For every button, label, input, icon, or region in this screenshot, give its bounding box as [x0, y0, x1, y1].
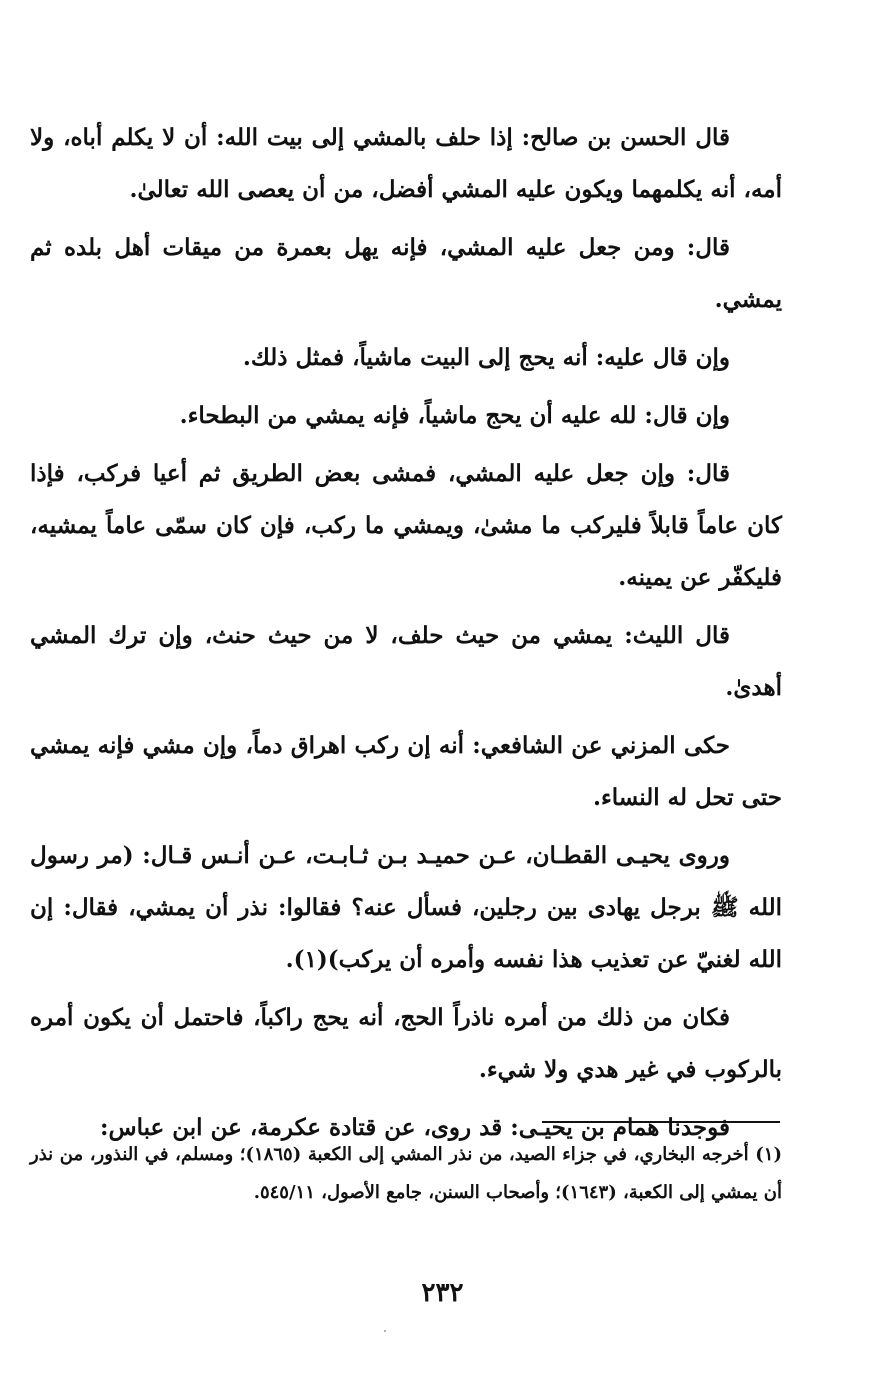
- scan-speck: [384, 1330, 386, 1332]
- paragraph-5: قال: وإن جعل عليه المشي، فمشى بعض الطريق ثم أعيا فركب، فإذا كان عاماً قابلاً فليركب ما مشىٰ، ويمشي ما ركب، فإن كان سمّى عاماً يمشيه، فليكفّر عن يمينه.: [30, 460, 782, 591]
- paragraph-7: حكى المزني عن الشافعي: أنه إن ركب اهراق دماً، وإن مشي فإنه يمشي حتى تحل له النساء.: [30, 732, 782, 811]
- footnote-separator: [542, 1121, 780, 1123]
- paragraph-3: وإن قال عليه: أنه يحج إلى البيت ماشياً، فمثل ذلك.: [242, 344, 730, 371]
- paragraph-1: قال الحسن بن صالح: إذا حلف بالمشي إلى بيت الله: أن لا يكلم أباه، ولا أمه، أنه يكلمهما ويكون عليه المشي أفضل، من أن يعصى الله تعالىٰ.: [30, 124, 782, 203]
- main-text: [30, 112, 782, 1160]
- paragraph-4: وإن قال: لله عليه أن يحج ماشياً، فإنه يمشي من البطحاء.: [179, 402, 730, 429]
- paragraph-8: وروى يحيـى القطـان، عـن حميـد بـن ثـابـت، عـن أنـس قـال: (مر رسول الله ﷺ برجل يهادى بين رجلين، فسأل عنه؟ فقالوا: نذر أن يمشي، فقال: إن الله لغنيّ عن تعذيب هذا نفسه وأمره أن يركب)(١).: [30, 842, 782, 973]
- footnotes: [30, 1136, 782, 1212]
- paragraph-6: قال الليث: يمشي من حيث حلف، لا من حيث حنث، وإن ترك المشي أهدىٰ.: [30, 622, 782, 701]
- paragraph-10: فوجدنا همام بن يحيـى: قد روى، عن قتادة عكرمة، عن ابن عباس:: [100, 1114, 730, 1141]
- paragraph-9: فكان من ذلك من أمره ناذراً الحج، أنه يحج راكباً، فاحتمل أن يكون أمره بالركوب في غير هدي ولا شيء.: [30, 1004, 782, 1083]
- paragraph-2: قال: ومن جعل عليه المشي، فإنه يهل بعمرة من ميقات أهل بلده ثم يمشي.: [30, 234, 782, 313]
- page-number: ٢٣٢: [421, 1278, 464, 1308]
- footnote-1: (١) أخرجه البخاري، في جزاء الصيد، من نذر المشي إلى الكعبة (١٨٦٥)؛ ومسلم، في النذور، من نذر أن يمشي إلى الكعبة، (١٦٤٣)؛ وأصحاب السنن، جامع الأصول، ٥٤٥/١١.: [30, 1144, 782, 1203]
